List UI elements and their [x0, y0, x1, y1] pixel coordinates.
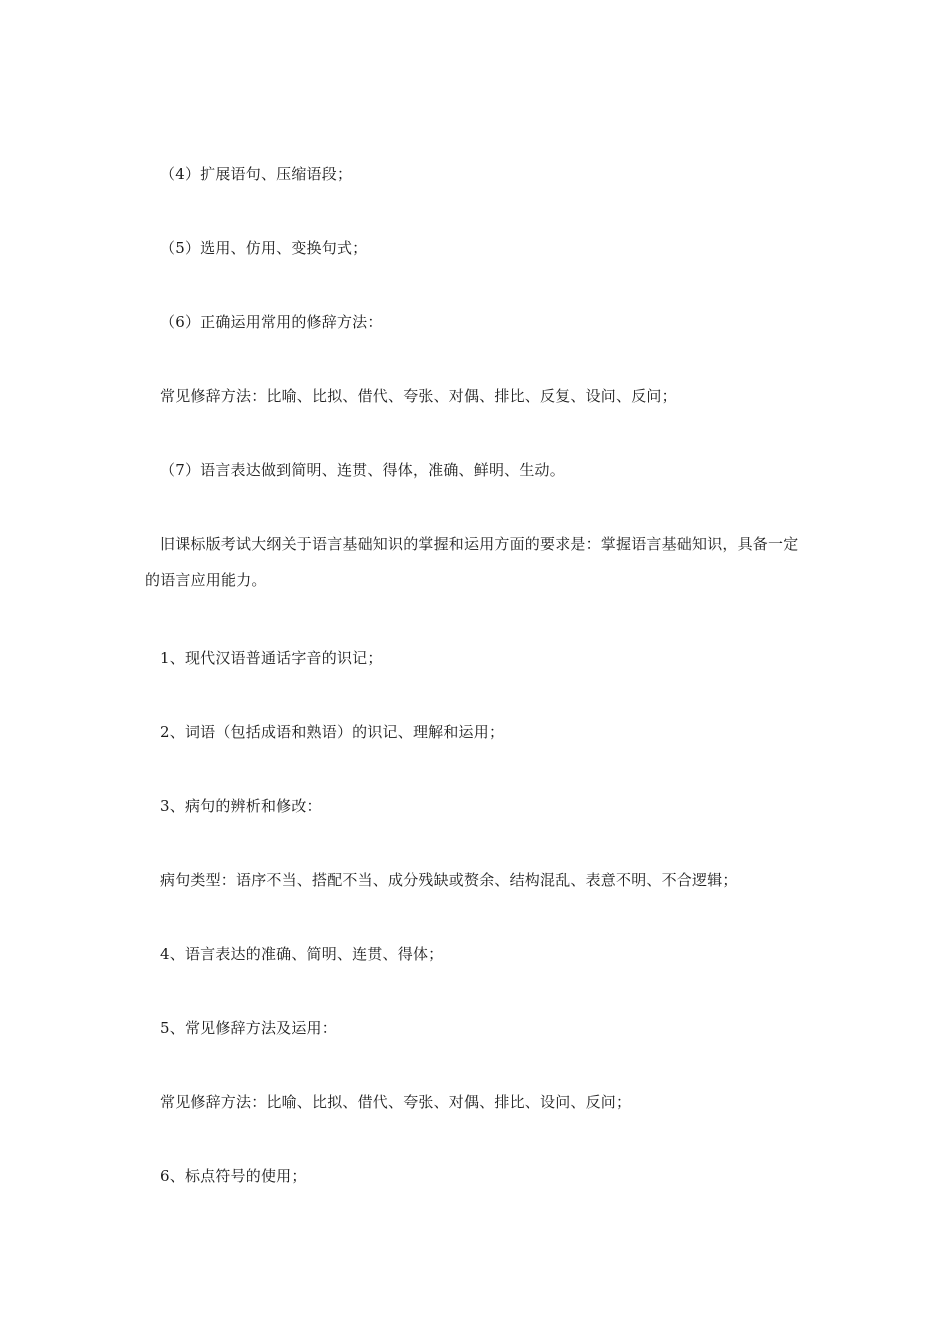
list-item-sentence-errors: 3、病句的辨析和修改： — [160, 797, 322, 815]
syllabus-paragraph: 旧课标版考试大纲关于语言基础知识的掌握和运用方面的要求是：掌握语言基础知识，具备一定的语言应用能力。 — [145, 535, 799, 589]
list-item-vocabulary: 2、词语（包括成语和熟语）的识记、理解和运用； — [160, 723, 505, 741]
list-item-language-expression: 4、语言表达的准确、简明、连贯、得体； — [160, 945, 444, 963]
rhetoric-methods-text: 常见修辞方法：比喻、比拟、借代、夸张、对偶、排比、反复、设问、反问； — [160, 387, 677, 405]
error-types-text: 病句类型：语序不当、搭配不当、成分残缺或赘余、结构混乱、表意不明、不合逻辑； — [160, 871, 738, 889]
list-item-expand-sentences: （4）扩展语句、压缩语段； — [160, 165, 353, 183]
list-item-pronunciation: 1、现代汉语普通话字音的识记； — [160, 649, 383, 667]
list-item-expression: （7）语言表达做到简明、连贯、得体，准确、鲜明、生动。 — [160, 461, 565, 479]
list-item-rhetoric: （6）正确运用常用的修辞方法： — [160, 313, 383, 331]
list-item-rhetoric-usage: 5、常见修辞方法及运用： — [160, 1019, 337, 1037]
list-item-punctuation: 6、标点符号的使用； — [160, 1167, 307, 1185]
rhetoric-methods-text-2: 常见修辞方法：比喻、比拟、借代、夸张、对偶、排比、设问、反问； — [160, 1093, 632, 1111]
list-item-sentence-patterns: （5）选用、仿用、变换句式； — [160, 239, 368, 257]
